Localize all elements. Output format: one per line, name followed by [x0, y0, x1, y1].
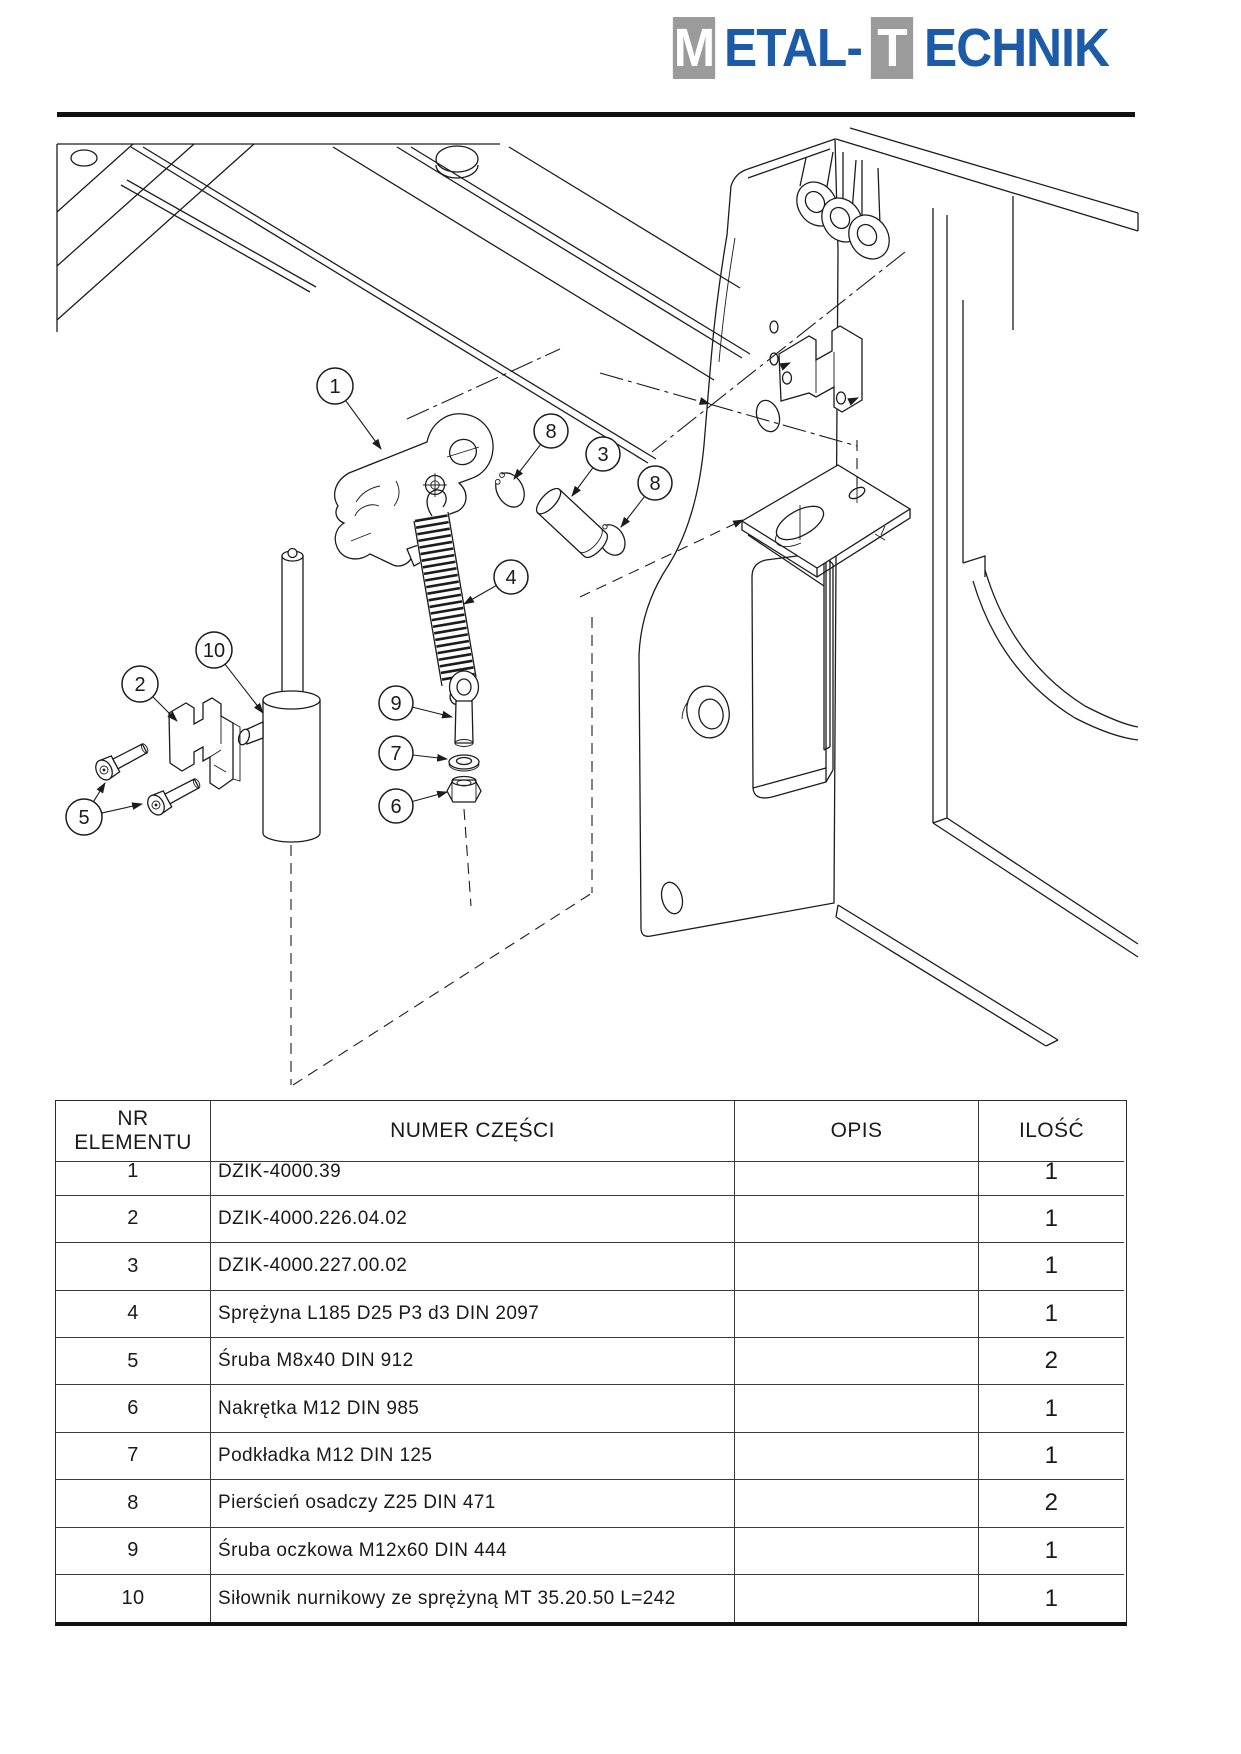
svg-text:5: 5	[78, 807, 90, 829]
table-cell-opis	[735, 1480, 979, 1527]
table-cell-nr: 10	[56, 1575, 211, 1622]
table-cell-nr: 9	[56, 1528, 211, 1575]
column-header-numer-czesci: NUMER CZĘŚCI	[211, 1101, 735, 1162]
balloon-3	[572, 437, 620, 496]
table-cell-qty: 2	[979, 1338, 1124, 1385]
svg-text:8: 8	[545, 421, 557, 443]
svg-text:7: 7	[390, 743, 402, 765]
balloon-2	[122, 666, 177, 721]
part-washer	[449, 755, 479, 771]
table-cell-part: Śruba oczkowa M12x60 DIN 444	[211, 1528, 735, 1575]
table-cell-qty: 1	[979, 1291, 1124, 1338]
svg-text:8: 8	[649, 473, 661, 495]
table-cell-nr: 3	[56, 1243, 211, 1290]
table-cell-opis	[735, 1148, 979, 1195]
svg-text:2: 2	[134, 674, 146, 696]
table-cell-opis	[735, 1243, 979, 1290]
table-cell-qty: 1	[979, 1385, 1124, 1432]
table-cell-part: DZIK-4000.226.04.02	[211, 1196, 735, 1243]
column-header-ilosc: ILOŚĆ	[979, 1101, 1124, 1162]
part-eyebolt	[450, 671, 479, 747]
table-cell-opis	[735, 1196, 979, 1243]
svg-text:3: 3	[597, 444, 609, 466]
balloon-4	[464, 560, 528, 604]
table-cell-nr: 2	[56, 1196, 211, 1243]
table-cell-nr: 5	[56, 1338, 211, 1385]
table-cell-opis	[735, 1338, 979, 1385]
svg-text:10: 10	[202, 640, 226, 662]
part-lever	[335, 414, 493, 566]
table-cell-part: Siłownik nurnikowy ze sprężyną MT 35.20.50 L=242	[211, 1575, 735, 1622]
frame-structure	[57, 144, 750, 463]
balloon-8	[621, 466, 672, 527]
table-cell-nr: 1	[56, 1148, 211, 1195]
part-nut	[447, 777, 481, 803]
table-cell-qty: 1	[1044, 1584, 1059, 1612]
balloon-5	[66, 783, 142, 835]
balloon-1	[317, 368, 381, 449]
table-cell-part: Sprężyna L185 D25 P3 d3 DIN 2097	[211, 1291, 735, 1338]
table-cell-qty: 1	[979, 1196, 1124, 1243]
column-header-nr-elementu: NR ELEMENTU	[56, 1101, 211, 1162]
svg-text:4: 4	[505, 567, 517, 589]
table-cell-opis	[735, 1528, 979, 1575]
logo-text-echnik: ECHNIK	[924, 18, 1109, 78]
balloon-9	[379, 686, 452, 720]
svg-text:9: 9	[390, 693, 402, 715]
table-cell-qty: 1	[979, 1528, 1124, 1575]
table-cell-opis	[735, 1575, 979, 1622]
table-cell-part: Pierścień osadczy Z25 DIN 471	[211, 1480, 735, 1527]
bill-of-materials-table	[55, 1100, 1127, 1626]
table-cell-opis	[735, 1385, 979, 1432]
logo-letter-t-block: T	[871, 17, 913, 79]
column-header-opis: OPIS	[735, 1101, 979, 1162]
table-cell-opis	[735, 1291, 979, 1338]
svg-text:1: 1	[329, 376, 341, 398]
table-cell-qty: 1	[979, 1148, 1124, 1195]
table-cell-nr: 6	[56, 1385, 211, 1432]
table-cell-nr: 7	[56, 1433, 211, 1480]
table-cell-qty: 1	[979, 1433, 1124, 1480]
svg-text:6: 6	[390, 796, 402, 818]
table-cell-qty: 2	[979, 1480, 1124, 1527]
table-cell-nr: 4	[56, 1291, 211, 1338]
exploded-parts	[92, 414, 630, 842]
table-cell-nr: 8	[56, 1480, 211, 1527]
table-cell-part: Nakrętka M12 DIN 985	[211, 1385, 735, 1432]
callout-balloons	[66, 368, 672, 835]
logo-text-etal: ETAL-	[724, 18, 862, 78]
table-cell-qty: 1	[979, 1243, 1124, 1290]
table-cell-part: Podkładka M12 DIN 125	[211, 1433, 735, 1480]
table-cell-part: Śruba M8x40 DIN 912	[211, 1338, 735, 1385]
balloon-7	[379, 736, 447, 770]
table-cell-opis	[735, 1433, 979, 1480]
part-clamp	[169, 698, 240, 789]
balloon-8	[514, 414, 568, 479]
part-pin	[533, 485, 612, 562]
balloon-6	[379, 789, 447, 823]
logo-letter-m-block: M	[673, 18, 715, 78]
table-cell-part: DZIK-4000.227.00.02	[211, 1243, 735, 1290]
table-cell-part: DZIK-4000.39	[211, 1148, 735, 1195]
